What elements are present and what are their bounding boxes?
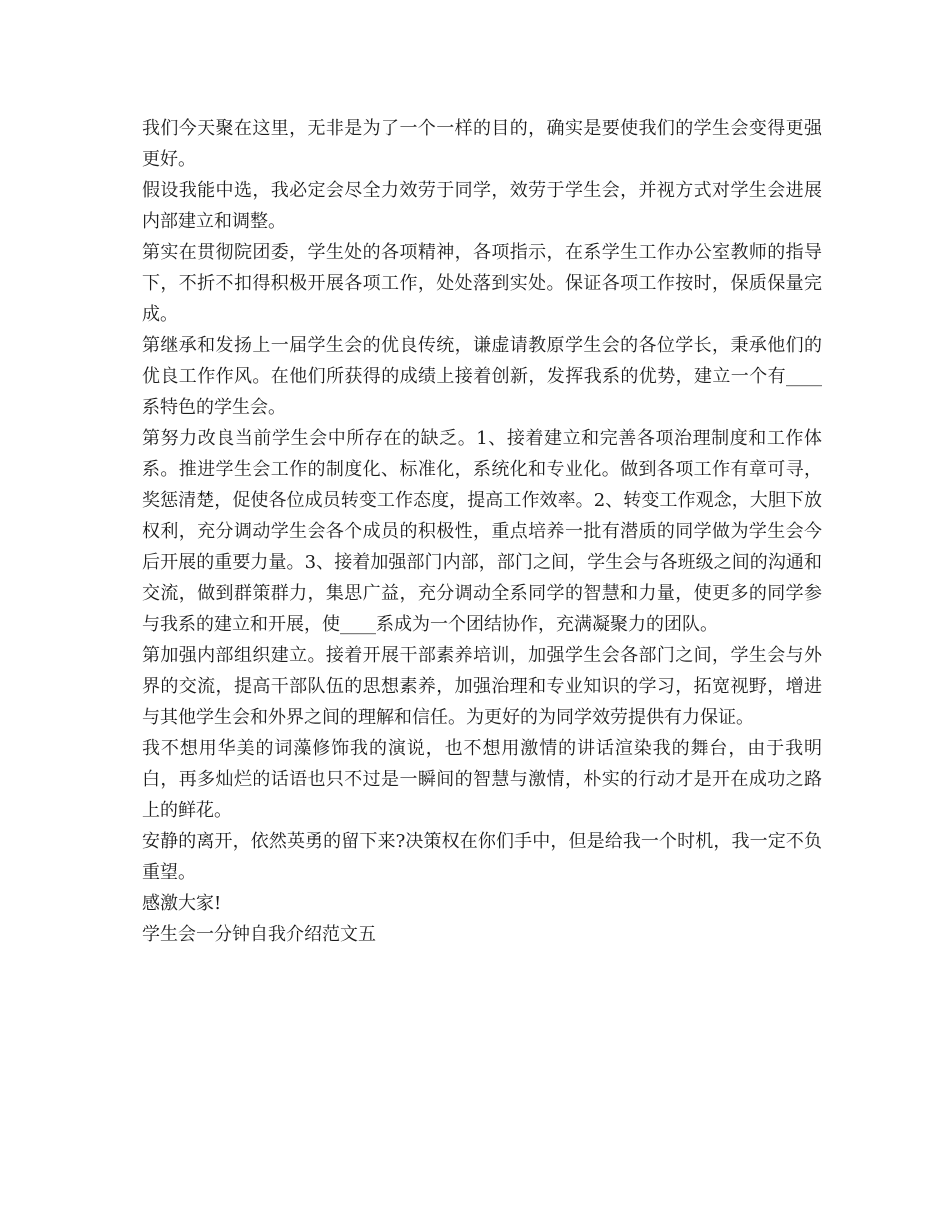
section-heading: 学生会一分钟自我介绍范文五 [142, 924, 376, 945]
paragraph-point-1: 第实在贯彻院团委，学生处的各项精神，各项指示，在系学生工作办公室教师的指导下，不折不扣得积极开展各项工作，处处落到实处。保证各项工作按时，保质保量完成。 [142, 242, 822, 325]
paragraph-point-2: 第继承和发扬上一届学生会的优良传统，谦虚请教原学生会的各位学长，秉承他们的优良工作作风。在他们所获得的成绩上接着创新，发挥我系的优势，建立一个有____系特色的学生会。 [142, 335, 822, 418]
paragraph-closing: 安静的离开，依然英勇的留下来?决策权在你们手中，但是给我一个时机，我一定不负重望。 [142, 831, 822, 883]
paragraph-commitment: 假设我能中选，我必定会尽全力效劳于同学，效劳于学生会，并视方式对学生会进展内部建立和调整。 [142, 180, 822, 232]
paragraph-reflection: 我不想用华美的词藻修饰我的演说，也不想用激情的讲话渲染我的舞台，由于我明白，再多灿烂的话语也只不过是一瞬间的智慧与激情，朴实的行动才是开在成功之路上的鲜花。 [142, 738, 822, 821]
paragraph-thanks: 感激大家! [142, 893, 222, 914]
document-body [142, 113, 822, 950]
paragraph-point-4: 第加强内部组织建立。接着开展干部素养培训，加强学生会各部门之间，学生会与外界的交流，提高干部队伍的思想素养，加强治理和专业知识的学习，拓宽视野，增进与其他学生会和外界之间的理解和信任。为更好的为同学效劳提供有力保证。 [142, 645, 822, 728]
paragraph-intro: 我们今天聚在这里，无非是为了一个一样的目的，确实是要使我们的学生会变得更强更好。 [142, 118, 822, 170]
paragraph-point-3: 第努力改良当前学生会中所存在的缺乏。1、接着建立和完善各项治理制度和工作体系。推进学生会工作的制度化、标准化，系统化和专业化。做到各项工作有章可寻，奖惩清楚，促使各位成员转变工作态度，提高工作效率。2、转变工作观念，大胆下放权利，充分调动学生会各个成员的积极性，重点培养一批有潜质的同学做为学生会今后开展的重要力量。3、接着加强部门内部，部门之间，学生会与各班级之间的沟通和交流，做到群策群力，集思广益，充分调动全系同学的智慧和力量，使更多的同学参与我系的建立和开展，使____系成为一个团结协作，充满凝聚力的团队。 [142, 428, 822, 635]
